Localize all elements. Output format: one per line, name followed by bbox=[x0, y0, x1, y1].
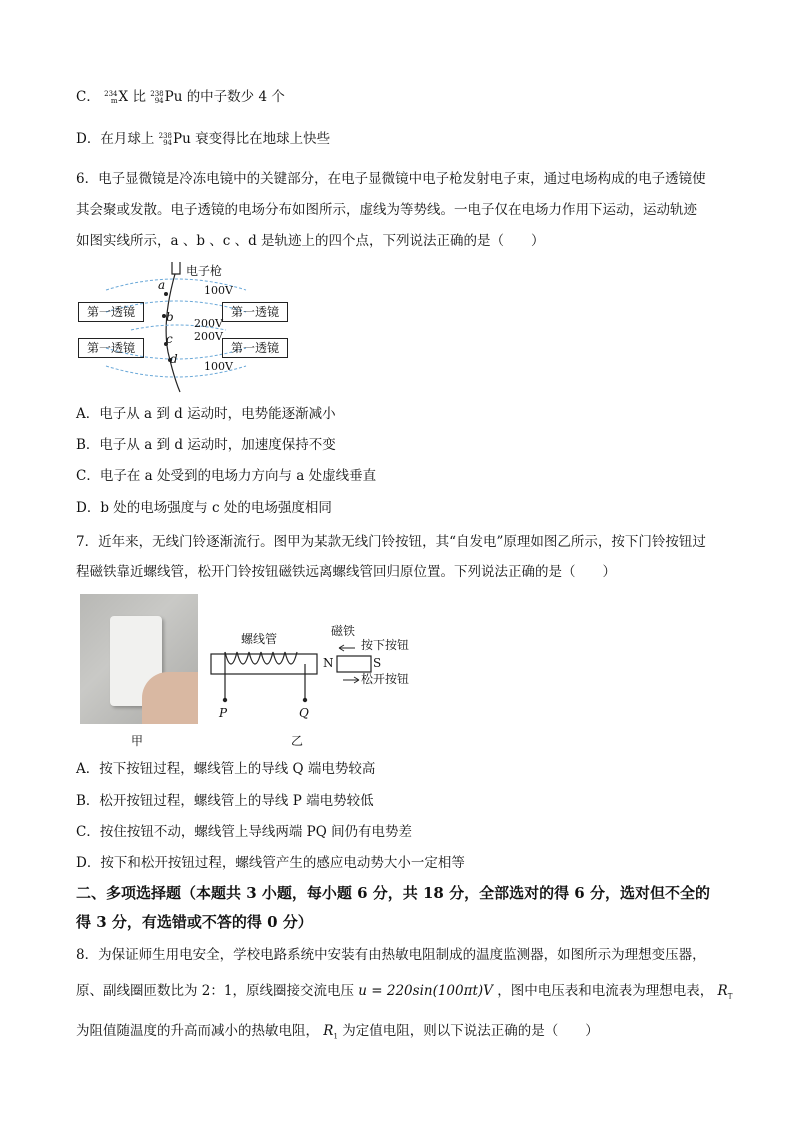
electron-lens-figure bbox=[76, 260, 296, 395]
doorbell-photo bbox=[80, 594, 198, 724]
mass-number: 234 bbox=[104, 89, 118, 98]
solenoid-label: 螺线管 bbox=[241, 632, 278, 646]
atomic-number: 94 bbox=[154, 96, 164, 105]
electron-gun-label: 电子枪 bbox=[186, 264, 223, 278]
q8-stem-line1: 8．为保证师生用电安全，学校电路系统中安装有由热敏电阻制成的温度监测器，如图所示为理想变压器， bbox=[76, 947, 706, 963]
figure-yi-caption: 乙 bbox=[291, 734, 304, 748]
resistor-rt: R bbox=[717, 983, 728, 999]
point-a-dot bbox=[164, 292, 168, 296]
option-label: C． bbox=[76, 89, 100, 105]
lens-box-top-right: 第一透镜 bbox=[222, 302, 288, 322]
text: 的中子数少 4 个 bbox=[186, 89, 285, 105]
south-pole-label: S bbox=[373, 656, 382, 670]
release-arrow bbox=[343, 677, 359, 683]
point-a-label: a bbox=[158, 278, 166, 292]
q7-option-a: A．按下按钮过程，螺线管上的导线 Q 端电势较高 bbox=[76, 761, 376, 777]
lens-box-top-left: 第一透镜 bbox=[78, 302, 144, 322]
q6-option-b: B．电子从 a 到 d 运动时，加速度保持不变 bbox=[76, 437, 336, 453]
text: 原、副线圈匝数比为 2：1，原线圈接交流电压 bbox=[76, 983, 354, 999]
electron-gun-shape bbox=[172, 262, 180, 274]
text: 比 bbox=[132, 89, 146, 105]
text: 为定值电阻，则以下说法正确的是（ ） bbox=[342, 1023, 599, 1039]
subscript: T bbox=[727, 992, 733, 1001]
q7-option-d: D．按下和松开按钮过程，螺线管产生的感应电动势大小一定相等 bbox=[76, 855, 465, 871]
q-label: Q bbox=[299, 706, 309, 720]
lens-box-bottom-right: 第一透镜 bbox=[222, 338, 288, 358]
text: 为阻值随温度的升高而减小的热敏电阻， bbox=[76, 1023, 319, 1039]
option-text: D．在月球上 bbox=[76, 131, 155, 147]
solenoid-figure bbox=[205, 618, 435, 753]
section2-heading-line1: 二、多项选择题（本题共 3 小题，每小题 6 分，共 18 分，全部选对的得 6 分，选对但不全的 bbox=[76, 884, 710, 902]
q6-option-c: C．电子在 a 处受到的电场力方向与 a 处虚线垂直 bbox=[76, 468, 377, 484]
q6-option-a: A．电子从 a 到 d 运动时，电势能逐渐减小 bbox=[76, 406, 336, 422]
q8-stem-line3 bbox=[76, 1022, 599, 1046]
terminal-p bbox=[223, 698, 227, 702]
press-arrow bbox=[339, 645, 355, 651]
finger-shape bbox=[142, 672, 198, 724]
voltage-formula: u = 220sin(100πt)V bbox=[358, 983, 493, 999]
q7-option-b: B．松开按钮过程，螺线管上的导线 P 端电势较低 bbox=[76, 793, 374, 809]
q8-stem-line2 bbox=[76, 982, 732, 1006]
q6-option-d: D．b 处的电场强度与 c 处的电场强度相同 bbox=[76, 500, 332, 516]
q6-stem-line3: 如图实线所示，a 、b 、c 、d 是轨迹上的四个点，下列说法正确的是（ ） bbox=[76, 233, 545, 249]
isotope-pu bbox=[150, 88, 182, 106]
option-d-line bbox=[76, 130, 330, 148]
text: 衰变得比在地球上快些 bbox=[195, 131, 331, 147]
q6-stem-line2: 其会聚或发散。电子透镜的电场分布如图所示，虚线为等势线。一电子仅在电场力作用下运动，运动轨迹 bbox=[76, 202, 697, 218]
figure-jia-caption: 甲 bbox=[131, 734, 144, 748]
voltage-label: 200V bbox=[194, 317, 223, 330]
atomic-number: m bbox=[110, 96, 118, 105]
element-symbol: X bbox=[118, 89, 129, 105]
voltage-label: 100V bbox=[204, 284, 233, 297]
lens-diagram-svg bbox=[76, 260, 296, 395]
option-c-line bbox=[76, 88, 285, 106]
q7-option-c: C．按住按钮不动，螺线管上导线两端 PQ 间仍有电势差 bbox=[76, 824, 413, 840]
voltage-label: 100V bbox=[204, 360, 233, 373]
q7-stem-line1: 7．近年来，无线门铃逐渐流行。图甲为某款无线门铃按钮，其“自发电”原理如图乙所示，按下门铃按钮过 bbox=[76, 534, 706, 550]
isotope-pu bbox=[159, 130, 191, 148]
magnet-label: 磁铁 bbox=[331, 624, 356, 638]
element-symbol: Pu bbox=[164, 89, 183, 105]
section2-heading-line2: 得 3 分，有选错或不答的得 0 分） bbox=[76, 913, 313, 931]
mass-number: 238 bbox=[158, 131, 172, 140]
terminal-q bbox=[303, 698, 307, 702]
voltage-label: 200V bbox=[194, 330, 223, 343]
point-d-label: d bbox=[170, 352, 178, 366]
resistor-r1: R bbox=[323, 1023, 334, 1039]
point-c-label: c bbox=[166, 332, 173, 346]
mass-number: 238 bbox=[150, 89, 164, 98]
subscript: 1 bbox=[333, 1032, 338, 1041]
release-label: 松开按钮 bbox=[361, 672, 410, 686]
press-label: 按下按钮 bbox=[361, 638, 410, 652]
isotope-x bbox=[104, 88, 128, 106]
q6-stem-line1: 6．电子显微镜是冷冻电镜中的关键部分，在电子显微镜中电子枪发射电子束，通过电场构成的电子透镜使 bbox=[76, 171, 706, 187]
q7-stem-line2: 程磁铁靠近螺线管，松开门铃按钮磁铁远离螺线管回归原位置。下列说法正确的是（ ） bbox=[76, 564, 616, 580]
north-pole-label: N bbox=[323, 656, 334, 670]
p-label: P bbox=[219, 706, 228, 720]
text: ，图中电压表和电流表为理想电表， bbox=[497, 983, 714, 999]
point-b-label: b bbox=[166, 310, 174, 324]
atomic-number: 94 bbox=[163, 138, 172, 147]
element-symbol: Pu bbox=[173, 131, 191, 147]
lens-box-bottom-left: 第一透镜 bbox=[78, 338, 144, 358]
